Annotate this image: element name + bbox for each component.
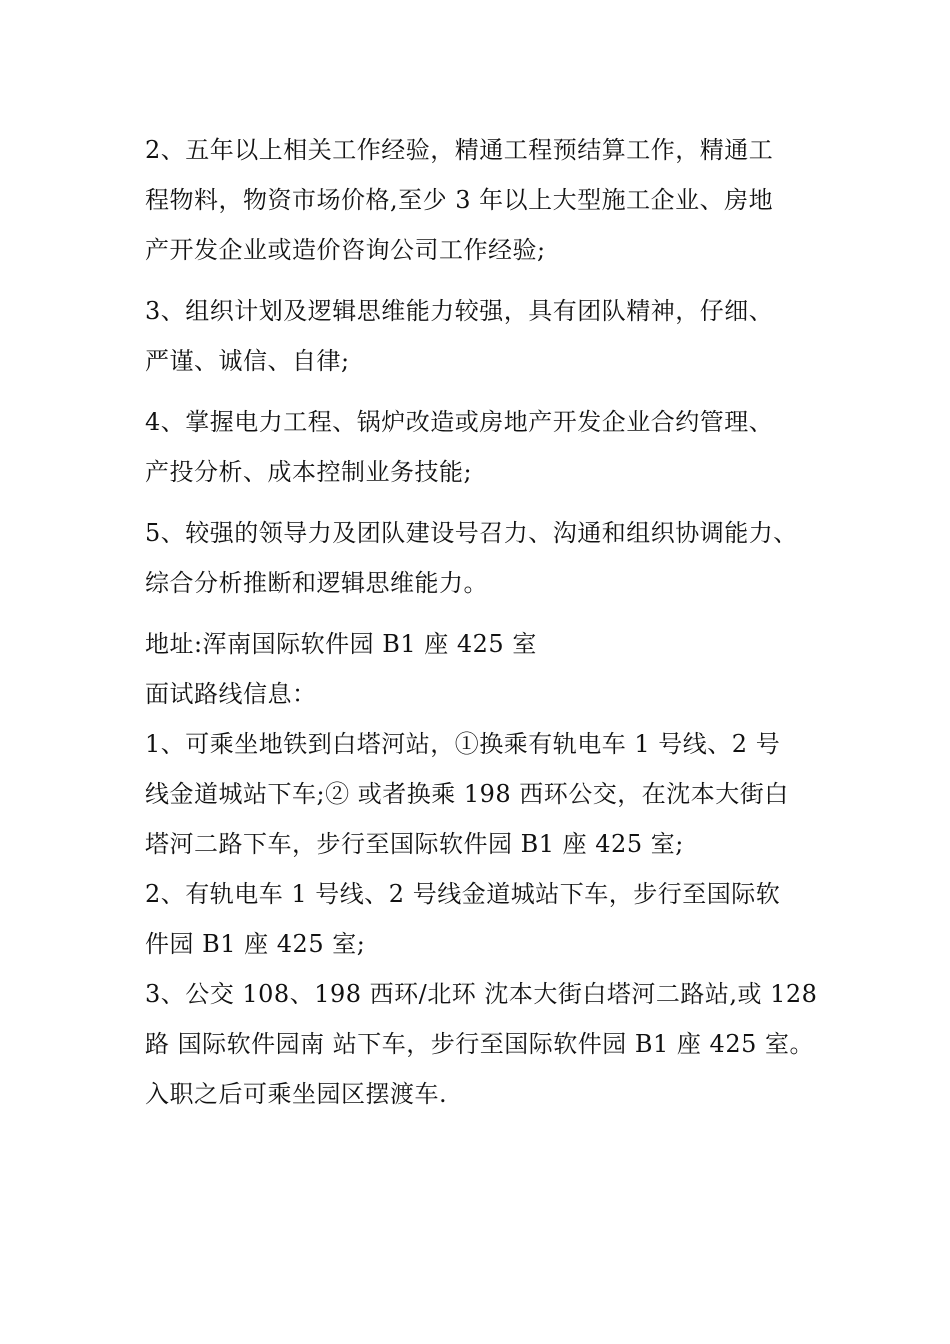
text-line: 塔河二路下车，步行至国际软件园 B1 座 425 室; [145, 830, 684, 858]
text-line: 3、组织计划及逻辑思维能力较强，具有团队精神，仔细、 [145, 297, 774, 325]
text-line: 入职之后可乘坐园区摆渡车. [145, 1080, 448, 1108]
text-line: 程物料，物资市场价格,至少 3 年以上大型施工企业、房地 [145, 186, 774, 214]
text-line: 1、可乘坐地铁到白塔河站，①换乘有轨电车 1 号线、2 号 [145, 730, 781, 758]
address-line: 地址:浑南国际软件园 B1 座 425 室 [145, 630, 537, 658]
text-line: 产投分析、成本控制业务技能; [145, 458, 473, 486]
text-line: 4、掌握电力工程、锅炉改造或房地产开发企业合约管理、 [145, 408, 774, 436]
text-line: 2、有轨电车 1 号线、2 号线金道城站下车，步行至国际软 [145, 880, 781, 908]
text-line: 严谨、诚信、自律; [145, 347, 350, 375]
text-line: 5、较强的领导力及团队建设号召力、沟通和组织协调能力、 [145, 519, 798, 547]
route-heading: 面试路线信息： [145, 680, 317, 708]
text-line: 2、五年以上相关工作经验，精通工程预结算工作，精通工 [145, 136, 774, 164]
text-line: 件园 B1 座 425 室; [145, 930, 366, 958]
text-line: 路 国际软件园南 站下车，步行至国际软件园 B1 座 425 室。 [145, 1030, 814, 1058]
text-line: 3、公交 108、198 西环/北环 沈本大街白塔河二路站,或 128 [145, 980, 818, 1008]
text-line: 综合分析推断和逻辑思维能力。 [145, 569, 488, 597]
text-line: 线金道城站下车;② 或者换乘 198 西环公交，在沈本大街白 [145, 780, 789, 808]
text-line: 产开发企业或造价咨询公司工作经验; [145, 236, 546, 264]
